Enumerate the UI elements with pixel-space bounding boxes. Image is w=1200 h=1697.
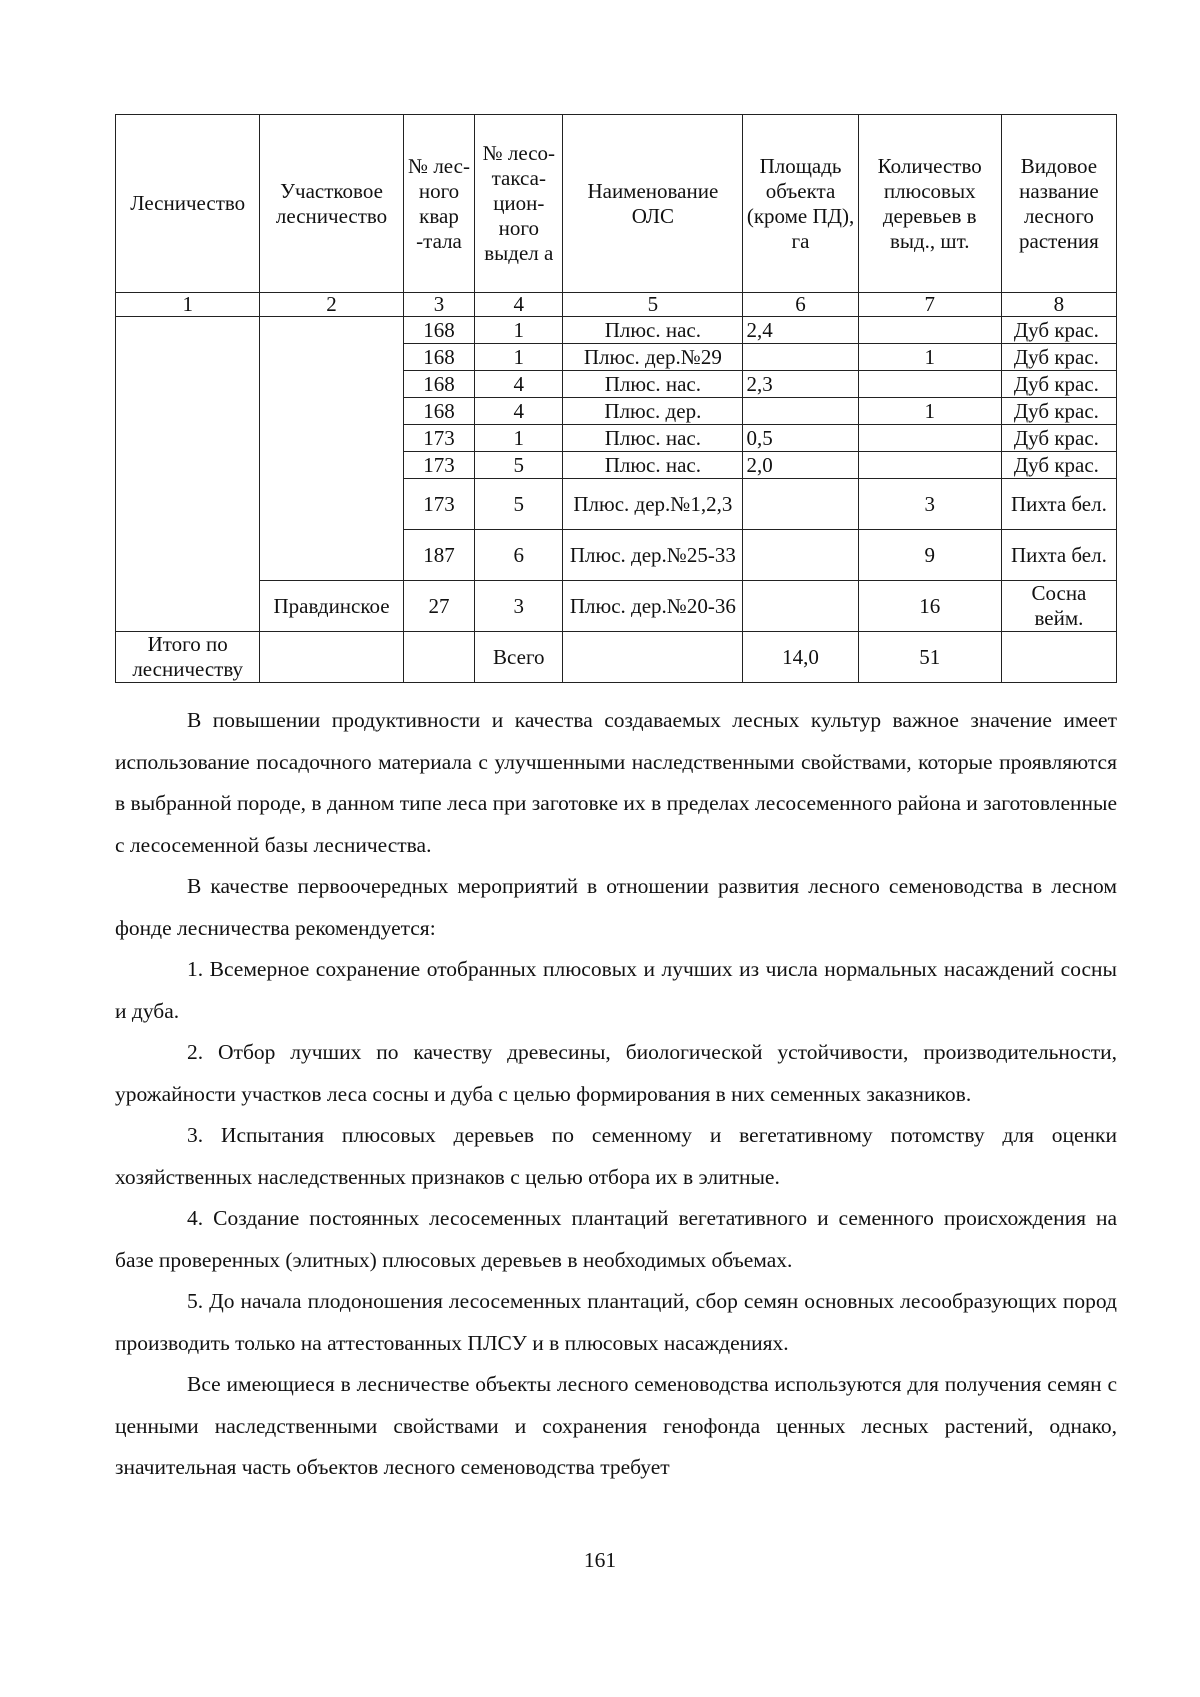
area-cell [743,530,858,581]
list-item: 5. До начала плодоношения лесосеменных плантаций, сбор семян основных лесообразующих пород производить только на аттестованных ПЛСУ и в плюсовых насаждениях. [115,1289,1117,1355]
vydel-cell: 1 [475,317,563,344]
kvartal-cell: 168 [403,398,475,425]
column-number: 4 [475,293,563,317]
page-number: 161 [583,1548,617,1572]
vydel-cell: 5 [475,452,563,479]
ols-name-cell: Плюс. нас. [563,452,743,479]
species-cell: Пихта бел. [1001,479,1116,530]
count-cell [858,425,1001,452]
count-cell: 1 [858,398,1001,425]
table-header-row [116,115,1117,293]
ols-name-cell: Плюс. дер. [563,398,743,425]
header-cell: № лес-ного квар -тала [403,115,475,293]
list-item: 2. Отбор лучших по качеству древесины, биологической устойчивости, производительности, урожайности участков леса сосны и дуба с целью формирования в них семенных заказников. [115,1040,1117,1106]
kvartal-cell: 173 [403,425,475,452]
ols-name-cell: Плюс. дер.№29 [563,344,743,371]
kvartal-cell: 168 [403,344,475,371]
species-cell: Дуб крас. [1001,425,1116,452]
count-cell: 3 [858,479,1001,530]
ols-name-cell: Плюс. нас. [563,425,743,452]
table-total-row [116,632,1117,683]
species-cell: Дуб крас. [1001,371,1116,398]
area-cell [743,344,858,371]
paragraph: Все имеющиеся в лесничестве объекты лесного семеноводства используются для получения семян с ценными наследственными свойствами и сохранения генофонда ценных лесных растений, однако, значительная часть объектов лесного семеноводства требует [115,1372,1117,1479]
kvartal-cell: 173 [403,479,475,530]
vydel-cell: 4 [475,398,563,425]
total-count-cell: 51 [858,632,1001,683]
header-cell: Количество плюсовых деревьев в выд., шт. [858,115,1001,293]
column-number: 7 [858,293,1001,317]
header-cell: Участковое лесничество [260,115,403,293]
paragraph: В повышении продуктивности и качества создаваемых лесных культур важное значение имеет использование посадочного материала с улучшенными наследственными свойствами, которые проявляются в выбранной породе, в данном типе леса при заготовке их в пределах лесосеменного района и заготовленные с лесосеменной базы лесничества. [115,708,1117,857]
vydel-cell: 6 [475,530,563,581]
header-cell: Площадь объекта (кроме ПД), га [743,115,858,293]
list-item: 4. Создание постоянных лесосеменных плантаций вегетативного и семенного происхождения на базе проверенных (элитных) плюсовых деревьев в необходимых объемах. [115,1206,1117,1272]
count-cell [858,452,1001,479]
column-number: 3 [403,293,475,317]
total-label-cell: Итого по лесничеству [116,632,260,683]
species-cell: Дуб крас. [1001,317,1116,344]
area-cell: 2,0 [743,452,858,479]
species-cell: Дуб крас. [1001,344,1116,371]
paragraph: В качестве первоочередных мероприятий в отношении развития лесного семеноводства в лесном фонде лесничества рекомендуется: [115,874,1117,940]
vydel-cell: 3 [475,581,563,632]
count-cell: 16 [858,581,1001,632]
empty-cell [1001,632,1116,683]
column-number: 2 [260,293,403,317]
area-cell [743,479,858,530]
area-cell [743,581,858,632]
vydel-cell: 1 [475,344,563,371]
count-cell: 9 [858,530,1001,581]
area-cell [743,398,858,425]
header-cell: Видовое название лесного растения [1001,115,1116,293]
total-area-cell: 14,0 [743,632,858,683]
column-number: 5 [563,293,743,317]
area-cell: 0,5 [743,425,858,452]
vydel-cell: 4 [475,371,563,398]
area-cell: 2,3 [743,371,858,398]
ols-name-cell: Плюс. нас. [563,317,743,344]
count-cell [858,371,1001,398]
list-item: 3. Испытания плюсовых деревьев по семенному и вегетативному потомству для оценки хозяйственных наследственных признаков с целью отбора их в элитные. [115,1123,1117,1189]
empty-cell [403,632,475,683]
species-cell: Дуб крас. [1001,398,1116,425]
header-cell: Наименование ОЛС [563,115,743,293]
header-cell: № лесо-такса-цион-ного выдел а [475,115,563,293]
empty-cell [563,632,743,683]
column-number: 1 [116,293,260,317]
column-number: 6 [743,293,858,317]
species-cell: Сосна вейм. [1001,581,1116,632]
count-cell: 1 [858,344,1001,371]
area-cell: 2,4 [743,317,858,344]
kvartal-cell: 187 [403,530,475,581]
empty-cell [260,632,403,683]
species-cell: Дуб крас. [1001,452,1116,479]
lesnichestvo-cell [116,317,260,632]
total-vydel-cell: Всего [475,632,563,683]
list-item: 1. Всемерное сохранение отобранных плюсовых и лучших из числа нормальных насаждений сосны и дуба. [115,957,1117,1023]
column-number: 8 [1001,293,1116,317]
count-cell [858,317,1001,344]
uchastok-cell: Правдинское [260,581,403,632]
kvartal-cell: 27 [403,581,475,632]
ols-name-cell: Плюс. нас. [563,371,743,398]
ols-name-cell: Плюс. дер.№25-33 [563,530,743,581]
kvartal-cell: 168 [403,317,475,344]
table-row [116,317,1117,344]
kvartal-cell: 168 [403,371,475,398]
ols-name-cell: Плюс. дер.№20-36 [563,581,743,632]
ols-table [115,114,1117,683]
vydel-cell: 1 [475,425,563,452]
kvartal-cell: 173 [403,452,475,479]
vydel-cell: 5 [475,479,563,530]
column-number-row [116,293,1117,317]
uchastok-cell [260,317,403,581]
header-cell: Лесничество [116,115,260,293]
body-text [115,700,1117,1489]
species-cell: Пихта бел. [1001,530,1116,581]
table-row [116,581,1117,632]
ols-name-cell: Плюс. дер.№1,2,3 [563,479,743,530]
